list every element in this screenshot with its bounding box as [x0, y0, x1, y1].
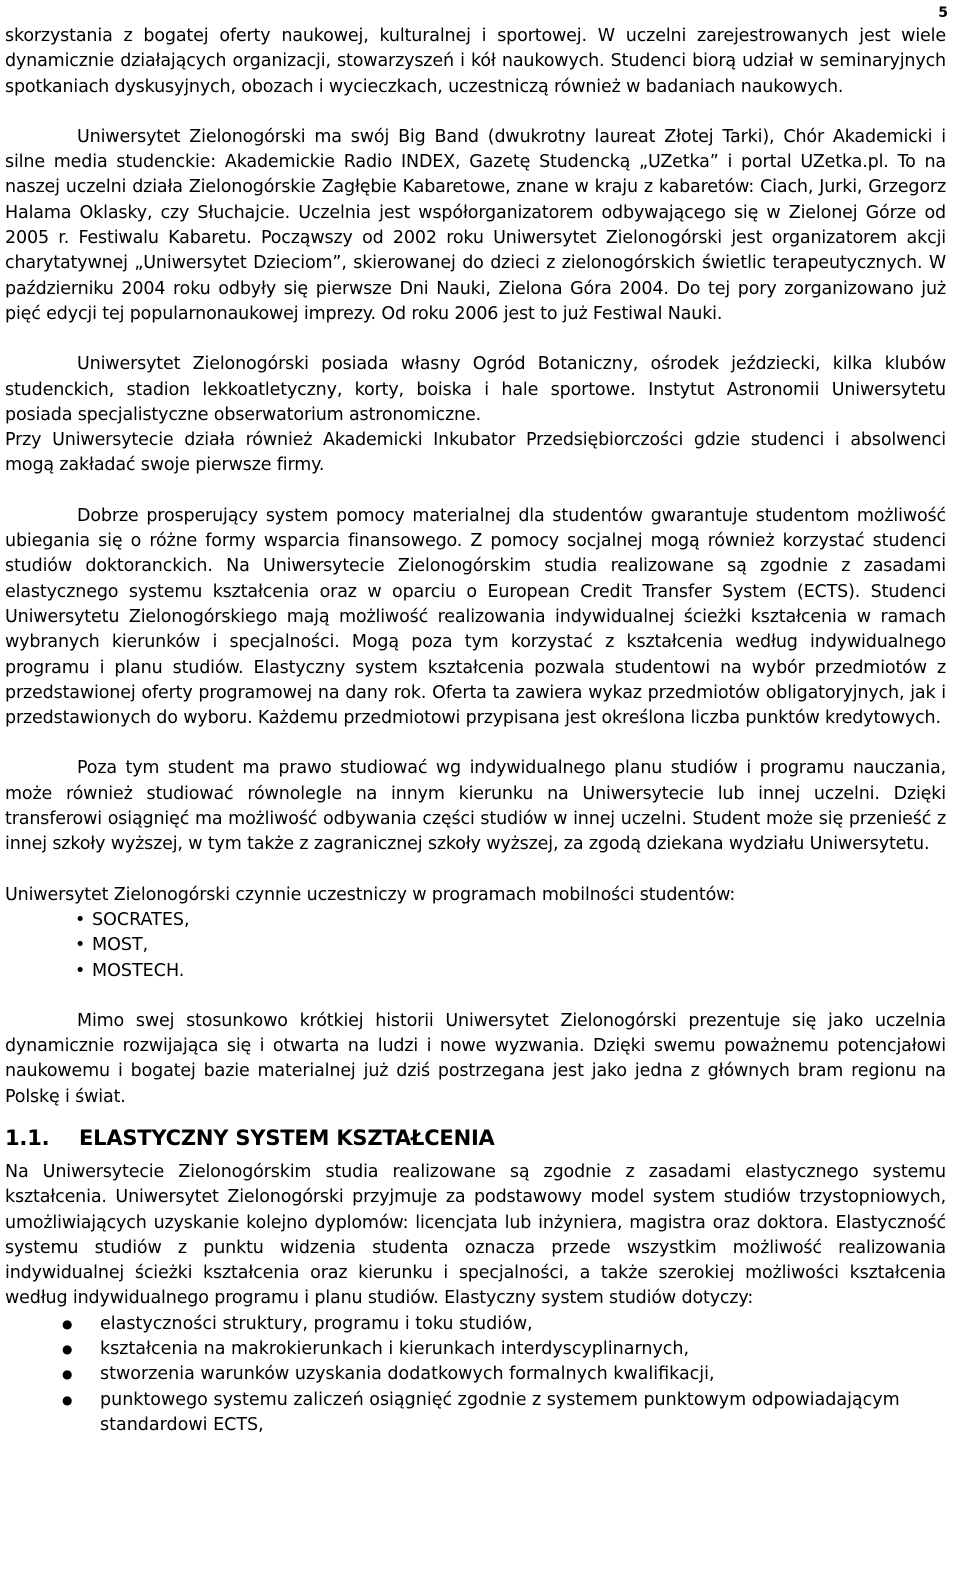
list-item: • MOST, [75, 933, 946, 958]
paragraph-student-organizations: skorzystania z bogatej oferty naukowej, kulturalnej i sportowej. W uczelni zarejestrowanych jest wiele dynamicznie działających organizacji, stowarzyszeń i kół naukowych. Studenci biorą udział w seminaryjnych spotkaniach dyskusyjnych, obozach i wycieczkach, uczestniczą również w badaniach naukowych. [5, 26, 946, 97]
list-item: ● elastyczności struktury, programu i toku studiów, [100, 1312, 946, 1337]
paragraph-mobility-intro: Uniwersytet Zielonogórski czynnie uczestniczy w programach mobilności studentów: [5, 884, 736, 905]
paragraph-individual-study: Poza tym student ma prawo studiować wg indywidualnego planu studiów i programu nauczania, może również studiować równolegle na innym kierunku na Uniwersytecie lub innej uczelni. Dzięki transferowi osiągnięć ma możliwość odbywania części studiów w innej uczelni. Student może się przenieść z innej szkoły wyższej, w tym także z zagranicznej szkoły wyższej, za zgodą dziekana wydziału Uniwersytetu. [5, 758, 946, 855]
paragraph-student-media: Uniwersytet Zielonogórski ma swój Big Band (dwukrotny laureat Złotej Tarki), Chór Akademicki i silne media studenckie: Akademickie Radio INDEX, Gazetę Studencką „UZetka” i portal UZetka.pl. To na naszej uczelni działa Zielonogórskie Zagłębie Kabaretowe, znane w kraju z kabaretów: Ciach, Jurki, Grzegorz Halama Oklasky, czy Słuchajcie. Uczelnia jest współorganizatorem odbywającego się w Zielonej Górze od 2005 r. Festiwalu Kabaretu. Począwszy od 2002 roku Uniwersytet Zielonogórski jest organizatorem akcji charytatywnej „Uniwersytet Dzieciom”, skierowanej do dzieci z zielonogórskich świetlic terapeutycznych. W październiku 2004 roku odbyły się pierwsze Dni Nauki, Zielona Góra 2004. Do tej pory zorganizowano już pięć edycji tej popularnonaukowej imprezy. Od roku 2006 jest to już Festiwal Nauki. [5, 126, 946, 324]
paragraph-incubator: Przy Uniwersytecie działa również Akademicki Inkubator Przedsiębiorczości gdzie studenci i absolwenci mogą zakładać swoje pierwsze firmy. [5, 430, 946, 476]
section-number: 1.1. [5, 1125, 50, 1150]
document-page [5, 24, 946, 1438]
list-item: ● kształcenia na makrokierunkach i kierunkach interdyscyplinarnych, [100, 1337, 946, 1362]
paragraph-summary: Mimo swej stosunkowo krótkiej historii Uniwersytet Zielonogórski prezentuje się jako uczelnia dynamicznie rozwijająca się i otwarta na ludzi i nowe wyzwania. Dzięki swemu poważnemu potencjałowi naukowemu i bogatej bazie materialnej już dziś postrzegana jest jako jedna z głównych bram regionu na Polskę i świat. [5, 1010, 946, 1107]
paragraph-financial-support: Dobrze prosperujący system pomocy materialnej dla studentów gwarantuje studentom możliwość ubiegania się o różne formy wsparcia finansowego. Z pomocy socjalnej mogą również korzystać studenci studiów doktoranckich. Na Uniwersytecie Zielonogórskim studia realizowane są zgodnie z zasadami elastycznego systemu kształcenia oraz w oparciu o European Credit Transfer System (ECTS). Studenci Uniwersytetu Zielonogórskiego mają możliwość realizowania indywidualnej ścieżki kształcenia w ramach wybranych kierunków i specjalności. Mogą poza tym korzystać z kształcenia według indywidualnego programu i planu studiów. Elastyczny system kształcenia pozwala studentowi na wybór przedmiotów z przedstawionej oferty programowej na dany rok. Oferta ta zawiera wykaz przedmiotów obligatoryjnych, jak i przedstawionych do wyboru. Każdemu przedmiotowi przypisana jest określona liczba punktów kredytowych. [5, 505, 946, 729]
page-number: 5 [938, 5, 948, 21]
list-item: • SOCRATES, [75, 908, 946, 933]
paragraph-facilities: Uniwersytet Zielonogórski posiada własny Ogród Botaniczny, ośrodek jeździecki, kilka klubów studenckich, stadion lekkoatletyczny, korty, boiska i hale sportowe. Instytut Astronomii Uniwersytetu posiada specjalistyczne obserwatorium astronomiczne. [5, 354, 946, 425]
mobility-program-list [5, 908, 946, 984]
list-item: ● stworzenia warunków uzyskania dodatkowych formalnych kwalifikacji, [100, 1362, 946, 1387]
list-item: • MOSTECH. [75, 959, 946, 984]
paragraph-section-body: Na Uniwersytecie Zielonogórskim studia realizowane są zgodnie z zasadami elastycznego systemu kształcenia. Uniwersytet Zielonogórski przyjmuje za podstawowy model system studiów trzystopniowych, umożliwiających uzyskanie kolejno dyplomów: licencjata lub inżyniera, magistra oraz doktora. Elastyczność systemu studiów z punktu widzenia studenta oznacza przede wszystkim możliwość realizowania indywidualnej ścieżki kształcenia oraz kierunku i specjalności, a także szerokiej możliwości kształcenia według indywidualnego programu i planu studiów. Elastyczny system studiów dotyczy: [5, 1161, 946, 1309]
flexible-system-list [5, 1312, 946, 1438]
list-item: ● punktowego systemu zaliczeń osiągnięć zgodnie z systemem punktowym odpowiadającym standardowi ECTS, [100, 1388, 946, 1439]
section-heading [5, 1124, 946, 1152]
section-title: ELASTYCZNY SYSTEM KSZTAŁCENIA [79, 1125, 495, 1150]
